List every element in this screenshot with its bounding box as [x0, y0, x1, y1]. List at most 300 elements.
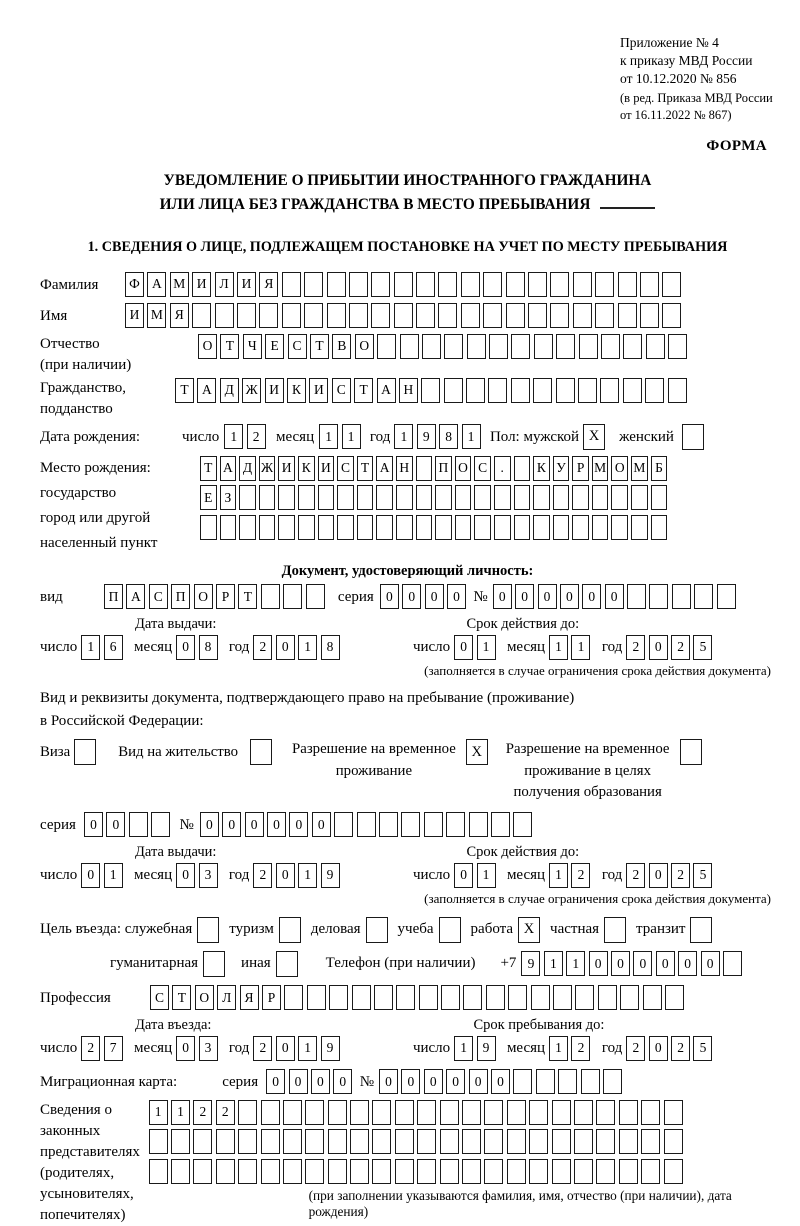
char-box[interactable]: 9 [477, 1036, 496, 1061]
char-box[interactable] [506, 272, 525, 297]
char-box[interactable]: 2 [247, 424, 266, 449]
char-box[interactable] [668, 334, 687, 359]
char-box[interactable] [514, 515, 531, 540]
char-box[interactable] [328, 1129, 347, 1154]
char-box[interactable]: Н [396, 456, 413, 481]
char-box[interactable]: С [474, 456, 491, 481]
char-box[interactable]: К [298, 456, 315, 481]
char-box[interactable]: 0 [276, 635, 295, 660]
char-box[interactable] [556, 378, 575, 403]
char-box[interactable]: 0 [200, 812, 219, 837]
char-box[interactable]: 9 [521, 951, 540, 976]
char-box[interactable] [533, 378, 552, 403]
char-box[interactable] [328, 1159, 347, 1184]
char-box[interactable] [489, 334, 508, 359]
char-box[interactable] [396, 985, 415, 1010]
char-box[interactable]: 1 [298, 863, 317, 888]
char-box[interactable] [352, 985, 371, 1010]
char-box[interactable]: 0 [633, 951, 652, 976]
char-box[interactable] [444, 378, 463, 403]
char-box[interactable]: Т [238, 584, 257, 609]
char-box[interactable]: 2 [253, 863, 272, 888]
char-box[interactable] [435, 485, 452, 510]
char-box[interactable]: А [376, 456, 393, 481]
char-box[interactable] [435, 515, 452, 540]
char-box[interactable] [558, 1069, 577, 1094]
char-box[interactable] [573, 272, 592, 297]
char-box[interactable] [261, 1129, 280, 1154]
char-box[interactable] [327, 272, 346, 297]
char-box[interactable] [216, 1159, 235, 1184]
char-box[interactable] [623, 378, 642, 403]
char-box[interactable] [595, 272, 614, 297]
char-box[interactable]: 1 [477, 635, 496, 660]
char-box[interactable]: 8 [199, 635, 218, 660]
char-box[interactable]: 1 [149, 1100, 168, 1125]
char-box[interactable] [664, 1159, 683, 1184]
char-box[interactable] [238, 1159, 257, 1184]
char-box[interactable] [394, 272, 413, 297]
char-box[interactable] [329, 985, 348, 1010]
char-box[interactable] [556, 334, 575, 359]
char-box[interactable]: 0 [289, 812, 308, 837]
char-box[interactable] [601, 334, 620, 359]
char-box[interactable]: 0 [538, 584, 557, 609]
char-box[interactable]: С [150, 985, 169, 1010]
char-box[interactable] [581, 1069, 600, 1094]
char-box[interactable] [664, 1100, 683, 1125]
char-box[interactable] [416, 272, 435, 297]
char-box[interactable] [651, 485, 668, 510]
char-box[interactable] [592, 515, 609, 540]
char-box[interactable] [483, 303, 502, 328]
char-box[interactable] [631, 515, 648, 540]
char-box[interactable] [441, 985, 460, 1010]
char-box[interactable] [357, 812, 376, 837]
char-box[interactable] [350, 1129, 369, 1154]
char-box[interactable] [421, 378, 440, 403]
char-box[interactable]: Я [240, 985, 259, 1010]
char-box[interactable]: 0 [289, 1069, 308, 1094]
char-box[interactable] [672, 584, 691, 609]
char-box[interactable] [631, 485, 648, 510]
char-box[interactable]: 0 [266, 1069, 285, 1094]
char-box[interactable] [596, 1129, 615, 1154]
char-box[interactable] [261, 1159, 280, 1184]
char-box[interactable] [529, 1100, 548, 1125]
char-box[interactable]: 2 [81, 1036, 100, 1061]
purpose-tourism-checkbox[interactable] [279, 917, 301, 943]
char-box[interactable] [513, 812, 532, 837]
char-box[interactable]: 8 [321, 635, 340, 660]
char-box[interactable]: 0 [589, 951, 608, 976]
char-box[interactable]: У [553, 456, 570, 481]
char-box[interactable] [595, 303, 614, 328]
char-box[interactable] [416, 485, 433, 510]
char-box[interactable] [462, 1100, 481, 1125]
char-box[interactable]: А [126, 584, 145, 609]
char-box[interactable]: 2 [193, 1100, 212, 1125]
purpose-study-checkbox[interactable] [439, 917, 461, 943]
char-box[interactable] [553, 985, 572, 1010]
char-box[interactable]: 1 [394, 424, 413, 449]
char-box[interactable] [374, 985, 393, 1010]
purpose-work-checkbox[interactable]: X [518, 917, 540, 943]
char-box[interactable]: 5 [693, 863, 712, 888]
char-box[interactable]: 0 [84, 812, 103, 837]
char-box[interactable] [239, 485, 256, 510]
char-box[interactable]: 1 [298, 635, 317, 660]
char-box[interactable]: М [631, 456, 648, 481]
char-box[interactable] [579, 334, 598, 359]
char-box[interactable]: 0 [611, 951, 630, 976]
char-box[interactable]: Я [259, 272, 278, 297]
char-box[interactable] [596, 1159, 615, 1184]
char-box[interactable]: 0 [678, 951, 697, 976]
char-box[interactable] [574, 1159, 593, 1184]
char-box[interactable] [640, 272, 659, 297]
char-box[interactable] [455, 515, 472, 540]
char-box[interactable] [282, 272, 301, 297]
char-box[interactable] [239, 515, 256, 540]
char-box[interactable] [649, 584, 668, 609]
char-box[interactable] [278, 515, 295, 540]
char-box[interactable]: И [309, 378, 328, 403]
char-box[interactable]: С [337, 456, 354, 481]
char-box[interactable] [528, 303, 547, 328]
char-box[interactable] [598, 985, 617, 1010]
char-box[interactable] [372, 1100, 391, 1125]
char-box[interactable] [623, 334, 642, 359]
char-box[interactable] [422, 334, 441, 359]
char-box[interactable]: 0 [582, 584, 601, 609]
char-box[interactable]: П [435, 456, 452, 481]
char-box[interactable]: Ф [125, 272, 144, 297]
char-box[interactable] [627, 584, 646, 609]
char-box[interactable]: 2 [571, 1036, 590, 1061]
char-box[interactable]: С [332, 378, 351, 403]
char-box[interactable]: 2 [671, 863, 690, 888]
char-box[interactable] [200, 515, 217, 540]
char-box[interactable] [611, 515, 628, 540]
char-box[interactable] [455, 485, 472, 510]
char-box[interactable]: 0 [380, 584, 399, 609]
char-box[interactable] [416, 303, 435, 328]
char-box[interactable] [508, 985, 527, 1010]
char-box[interactable] [572, 485, 589, 510]
char-box[interactable] [376, 515, 393, 540]
char-box[interactable]: 0 [493, 584, 512, 609]
char-box[interactable]: 0 [276, 1036, 295, 1061]
char-box[interactable] [400, 334, 419, 359]
char-box[interactable]: 0 [222, 812, 241, 837]
char-box[interactable] [283, 1129, 302, 1154]
char-box[interactable] [283, 584, 302, 609]
char-box[interactable]: 0 [425, 584, 444, 609]
char-box[interactable] [484, 1129, 503, 1154]
char-box[interactable] [506, 303, 525, 328]
char-box[interactable] [220, 515, 237, 540]
char-box[interactable]: 1 [104, 863, 123, 888]
char-box[interactable] [216, 1129, 235, 1154]
char-box[interactable] [513, 1069, 532, 1094]
char-box[interactable] [261, 1100, 280, 1125]
char-box[interactable]: 2 [216, 1100, 235, 1125]
char-box[interactable] [372, 1129, 391, 1154]
char-box[interactable] [620, 985, 639, 1010]
char-box[interactable]: Р [572, 456, 589, 481]
char-box[interactable] [259, 515, 276, 540]
visa-checkbox[interactable] [74, 739, 96, 765]
char-box[interactable] [641, 1159, 660, 1184]
char-box[interactable] [417, 1129, 436, 1154]
char-box[interactable] [466, 378, 485, 403]
char-box[interactable] [507, 1129, 526, 1154]
char-box[interactable] [298, 515, 315, 540]
purpose-business-checkbox[interactable] [366, 917, 388, 943]
char-box[interactable] [129, 812, 148, 837]
char-box[interactable]: Т [310, 334, 329, 359]
char-box[interactable] [440, 1129, 459, 1154]
char-box[interactable] [215, 303, 234, 328]
char-box[interactable]: 0 [649, 635, 668, 660]
char-box[interactable]: П [104, 584, 123, 609]
char-box[interactable] [531, 985, 550, 1010]
char-box[interactable] [494, 485, 511, 510]
char-box[interactable]: И [237, 272, 256, 297]
char-box[interactable] [357, 485, 374, 510]
char-box[interactable] [438, 303, 457, 328]
char-box[interactable]: Ж [242, 378, 261, 403]
char-box[interactable] [283, 1100, 302, 1125]
char-box[interactable] [484, 1100, 503, 1125]
char-box[interactable] [371, 272, 390, 297]
char-box[interactable] [645, 378, 664, 403]
char-box[interactable]: 0 [454, 863, 473, 888]
char-box[interactable] [328, 1100, 347, 1125]
char-box[interactable]: 2 [626, 863, 645, 888]
char-box[interactable]: 0 [515, 584, 534, 609]
char-box[interactable] [596, 1100, 615, 1125]
char-box[interactable] [394, 303, 413, 328]
char-box[interactable] [305, 1100, 324, 1125]
char-box[interactable] [529, 1129, 548, 1154]
char-box[interactable]: М [592, 456, 609, 481]
char-box[interactable] [469, 812, 488, 837]
char-box[interactable] [237, 303, 256, 328]
char-box[interactable] [618, 272, 637, 297]
char-box[interactable] [238, 1129, 257, 1154]
char-box[interactable]: 0 [649, 863, 668, 888]
char-box[interactable]: 1 [319, 424, 338, 449]
char-box[interactable]: Т [354, 378, 373, 403]
char-box[interactable]: Л [217, 985, 236, 1010]
char-box[interactable] [349, 272, 368, 297]
char-box[interactable] [350, 1100, 369, 1125]
char-box[interactable] [337, 485, 354, 510]
char-box[interactable] [424, 812, 443, 837]
char-box[interactable] [307, 985, 326, 1010]
char-box[interactable]: И [278, 456, 295, 481]
char-box[interactable] [641, 1129, 660, 1154]
char-box[interactable] [376, 485, 393, 510]
char-box[interactable] [552, 1159, 571, 1184]
char-box[interactable]: 0 [176, 635, 195, 660]
char-box[interactable]: 1 [454, 1036, 473, 1061]
char-box[interactable]: 0 [491, 1069, 510, 1094]
char-box[interactable] [619, 1159, 638, 1184]
char-box[interactable]: 1 [549, 863, 568, 888]
char-box[interactable] [440, 1100, 459, 1125]
purpose-humanitarian-checkbox[interactable] [203, 951, 225, 977]
char-box[interactable]: 0 [402, 584, 421, 609]
char-box[interactable] [171, 1129, 190, 1154]
char-box[interactable] [640, 303, 659, 328]
char-box[interactable]: О [611, 456, 628, 481]
char-box[interactable] [151, 812, 170, 837]
char-box[interactable]: Т [200, 456, 217, 481]
char-box[interactable]: 1 [549, 635, 568, 660]
char-box[interactable] [483, 272, 502, 297]
char-box[interactable] [550, 303, 569, 328]
char-box[interactable]: И [265, 378, 284, 403]
char-box[interactable]: 1 [298, 1036, 317, 1061]
char-box[interactable]: 0 [267, 812, 286, 837]
char-box[interactable]: 2 [671, 635, 690, 660]
char-box[interactable]: 1 [171, 1100, 190, 1125]
char-box[interactable] [491, 812, 510, 837]
char-box[interactable] [192, 303, 211, 328]
char-box[interactable]: А [377, 378, 396, 403]
char-box[interactable] [306, 584, 325, 609]
char-box[interactable] [440, 1159, 459, 1184]
char-box[interactable] [357, 515, 374, 540]
char-box[interactable]: А [147, 272, 166, 297]
char-box[interactable]: Т [172, 985, 191, 1010]
char-box[interactable] [305, 1159, 324, 1184]
char-box[interactable] [641, 1100, 660, 1125]
char-box[interactable]: Ч [243, 334, 262, 359]
char-box[interactable] [193, 1129, 212, 1154]
char-box[interactable] [379, 812, 398, 837]
char-box[interactable]: Е [200, 485, 217, 510]
char-box[interactable]: 0 [176, 1036, 195, 1061]
char-box[interactable] [396, 485, 413, 510]
char-box[interactable] [572, 515, 589, 540]
char-box[interactable]: 0 [701, 951, 720, 976]
char-box[interactable]: 9 [321, 863, 340, 888]
char-box[interactable]: Н [399, 378, 418, 403]
char-box[interactable] [467, 334, 486, 359]
char-box[interactable] [533, 515, 550, 540]
char-box[interactable]: 0 [81, 863, 100, 888]
char-box[interactable]: 2 [571, 863, 590, 888]
char-box[interactable] [578, 378, 597, 403]
char-box[interactable] [318, 515, 335, 540]
char-box[interactable]: 1 [566, 951, 585, 976]
char-box[interactable] [334, 812, 353, 837]
char-box[interactable]: И [318, 456, 335, 481]
char-box[interactable]: Т [220, 334, 239, 359]
char-box[interactable]: О [198, 334, 217, 359]
char-box[interactable]: 1 [462, 424, 481, 449]
char-box[interactable] [417, 1159, 436, 1184]
temp-residence-education-checkbox[interactable] [680, 739, 702, 765]
char-box[interactable] [395, 1129, 414, 1154]
char-box[interactable]: Я [170, 303, 189, 328]
char-box[interactable]: 0 [649, 1036, 668, 1061]
char-box[interactable] [603, 1069, 622, 1094]
char-box[interactable] [259, 485, 276, 510]
char-box[interactable]: Т [175, 378, 194, 403]
char-box[interactable] [377, 334, 396, 359]
char-box[interactable]: И [192, 272, 211, 297]
char-box[interactable] [574, 1100, 593, 1125]
char-box[interactable]: 1 [549, 1036, 568, 1061]
char-box[interactable] [396, 515, 413, 540]
char-box[interactable] [416, 515, 433, 540]
char-box[interactable] [298, 485, 315, 510]
char-box[interactable] [395, 1159, 414, 1184]
char-box[interactable] [507, 1159, 526, 1184]
char-box[interactable]: . [494, 456, 511, 481]
char-box[interactable] [371, 303, 390, 328]
char-box[interactable] [238, 1100, 257, 1125]
char-box[interactable]: С [288, 334, 307, 359]
char-box[interactable]: А [220, 456, 237, 481]
char-box[interactable] [401, 812, 420, 837]
char-box[interactable]: 1 [571, 635, 590, 660]
char-box[interactable] [488, 378, 507, 403]
char-box[interactable]: О [455, 456, 472, 481]
char-box[interactable]: О [194, 584, 213, 609]
char-box[interactable]: 5 [693, 635, 712, 660]
char-box[interactable] [486, 985, 505, 1010]
char-box[interactable]: 3 [199, 863, 218, 888]
char-box[interactable] [474, 515, 491, 540]
char-box[interactable]: 0 [312, 812, 331, 837]
char-box[interactable] [304, 272, 323, 297]
char-box[interactable] [261, 584, 280, 609]
char-box[interactable] [417, 1100, 436, 1125]
char-box[interactable] [575, 985, 594, 1010]
char-box[interactable] [668, 378, 687, 403]
char-box[interactable] [337, 515, 354, 540]
char-box[interactable]: М [170, 272, 189, 297]
char-box[interactable]: 1 [477, 863, 496, 888]
char-box[interactable]: О [355, 334, 374, 359]
char-box[interactable] [643, 985, 662, 1010]
char-box[interactable]: Б [651, 456, 668, 481]
char-box[interactable] [619, 1100, 638, 1125]
char-box[interactable] [259, 303, 278, 328]
char-box[interactable]: Е [265, 334, 284, 359]
char-box[interactable]: 9 [417, 424, 436, 449]
char-box[interactable]: З [220, 485, 237, 510]
char-box[interactable] [484, 1159, 503, 1184]
char-box[interactable]: 2 [626, 635, 645, 660]
purpose-official-checkbox[interactable] [197, 917, 219, 943]
char-box[interactable]: 0 [560, 584, 579, 609]
char-box[interactable]: 8 [439, 424, 458, 449]
char-box[interactable]: 0 [447, 584, 466, 609]
char-box[interactable]: 0 [446, 1069, 465, 1094]
char-box[interactable]: К [533, 456, 550, 481]
char-box[interactable]: 1 [544, 951, 563, 976]
char-box[interactable]: 0 [245, 812, 264, 837]
char-box[interactable] [533, 485, 550, 510]
char-box[interactable]: В [332, 334, 351, 359]
